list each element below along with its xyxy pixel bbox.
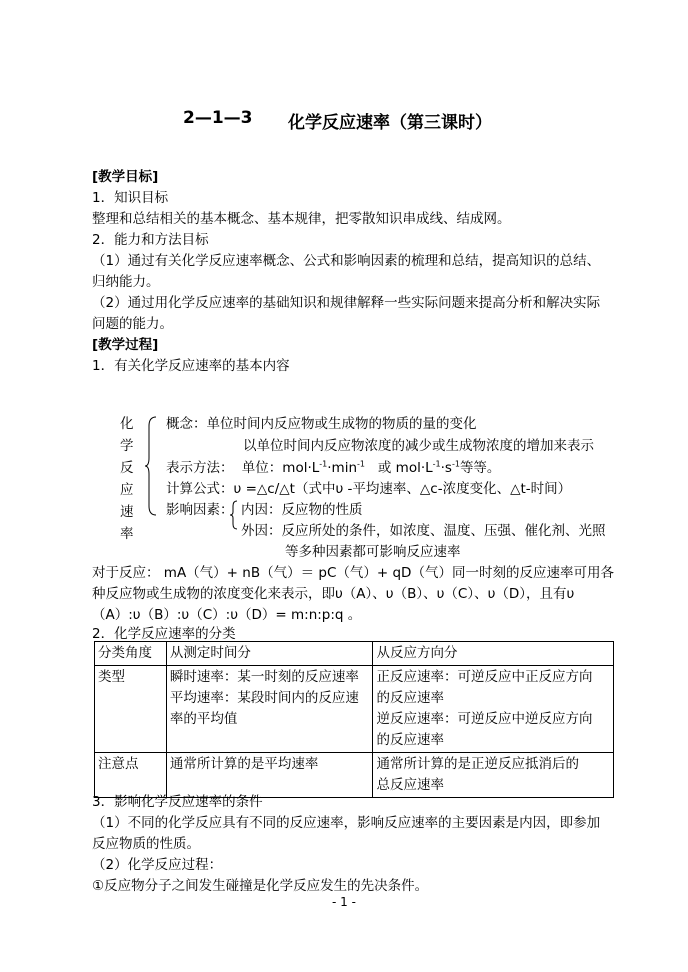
- process-heading: [教学过程]: [92, 337, 159, 353]
- small-brace: [229, 500, 238, 530]
- table-cell: 正反应速率：可逆反应中正反应方向 的反应速率 逆反应速率：可逆反应中逆反应方向 的反应速率: [373, 666, 614, 753]
- side-char: 应: [120, 482, 134, 498]
- doc-title-number: 2—1—3: [183, 108, 253, 128]
- objective-2-p1-line1: （1）通过有关化学反应速率概念、公式和影响因素的梳理和总结，提高知识的总结、: [92, 253, 601, 269]
- side-char: 速: [120, 504, 134, 520]
- factors-label: 影响因素：: [166, 502, 234, 518]
- classification-table: [94, 641, 614, 798]
- page-number: - 1 -: [332, 895, 356, 909]
- big-brace: [144, 416, 158, 516]
- side-char: 学: [120, 438, 134, 454]
- external-factor-cont: 等多种因素都可影响反应速率: [285, 544, 461, 560]
- concept-line: 概念：单位时间内反应物或生成物的物质的量的变化: [166, 416, 477, 432]
- internal-factor: 内因：反应物的性质: [241, 502, 363, 518]
- section-3-p2: （2）化学反应过程：: [92, 857, 223, 873]
- objective-2-p2-line2: 问题的能力。: [92, 316, 173, 332]
- method-line: [166, 456, 500, 476]
- section-3-p1-line1: （1）不同的化学反应具有不同的反应速率，影响反应速率的主要因素是内因，即参加: [92, 815, 601, 831]
- objective-1-text: 整理和总结相关的基本概念、基本规律，把零散知识串成线、结成网。: [92, 211, 511, 227]
- side-char: 率: [120, 526, 134, 542]
- table-header: 从反应方向分: [373, 642, 614, 666]
- side-char: 反: [120, 460, 134, 476]
- objective-2: 2．能力和方法目标: [92, 232, 209, 248]
- table-cell: 瞬时速率：某一时刻的反应速率 平均速率：某段时间内的反应速 率的平均值: [166, 666, 373, 753]
- table-cell: 注意点: [95, 753, 167, 798]
- concept-line-cont: 以单位时间内反应物浓度的减少或生成物浓度的增加来表示: [243, 438, 594, 454]
- section-2-heading: 2．化学反应速率的分类: [92, 626, 236, 642]
- objective-2-p2-line1: （2）通过用化学反应速率的基础知识和规律解释一些实际问题来提高分析和解决实际: [92, 295, 601, 311]
- table-cell: 通常所计算的是平均速率: [166, 753, 373, 798]
- doc-title: 化学反应速率（第三课时）: [288, 113, 492, 133]
- section-3-heading: 3．影响化学反应速率的条件: [92, 794, 263, 810]
- unit-text: 单位：$mol\cdot L^{-1}\cdot\min^{-1}$ 或 $mol\cdot L^{-1}\cdot s^{-1}$等等。: [241, 459, 501, 476]
- table-cell: 通常所计算的是正逆反应抵消后的 总反应速率: [373, 753, 614, 798]
- objectives-heading: [教学目标]: [92, 169, 159, 185]
- reaction-line-2: 种反应物或生成物的浓度变化来表示，即υ（A）、υ（B）、υ（C）、υ（D），且有υ: [92, 586, 575, 602]
- objective-2-p1-line2: 归纳能力。: [92, 274, 160, 290]
- side-char: 化: [120, 416, 134, 432]
- section-3-p3: ①反应物分子之间发生碰撞是化学反应发生的先决条件。: [92, 878, 429, 894]
- method-label: 表示方法：: [166, 460, 234, 476]
- reaction-line-1: 对于反应： mA（气）+ nB（气）＝ pC（气）+ qD（气）同一时刻的反应速率可用各: [92, 565, 614, 581]
- external-factor: 外因：反应所处的条件，如浓度、温度、压强、催化剂、光照: [241, 523, 606, 539]
- table-header: 分类角度: [95, 642, 167, 666]
- formula-line: 计算公式：υ =△c/△t（式中υ -平均速率、△c-浓度变化、△t-时间）: [166, 481, 572, 497]
- table-header: 从测定时间分: [166, 642, 373, 666]
- section-1-heading: 1．有关化学反应速率的基本内容: [92, 358, 290, 374]
- table-header-row: [95, 642, 614, 666]
- objective-1: 1．知识目标: [92, 190, 169, 206]
- table-row: [95, 666, 614, 753]
- reaction-line-3: （A）:υ（B）:υ（C）:υ（D）= m:n:p:q 。: [92, 607, 362, 623]
- section-3-p1-line2: 反应物质的性质。: [92, 836, 200, 852]
- table-cell: 类型: [95, 666, 167, 753]
